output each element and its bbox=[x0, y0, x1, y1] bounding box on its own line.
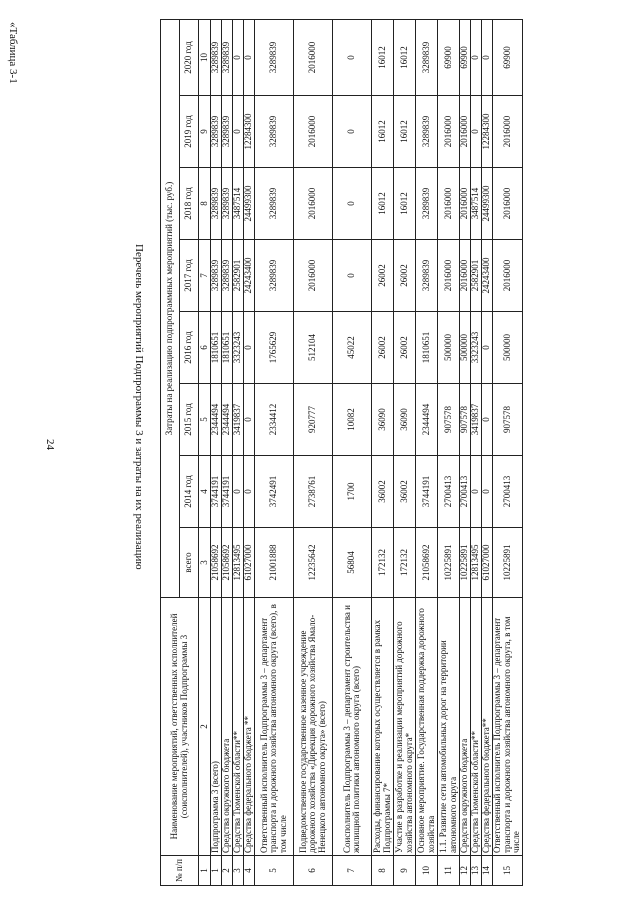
row-number-cell: 10 bbox=[416, 856, 438, 886]
row-year-value-cell: 16012 bbox=[372, 168, 394, 240]
header-total: всего bbox=[180, 528, 199, 598]
row-year-value-cell: 3289839 bbox=[211, 96, 222, 168]
row-year-value-cell: 0 bbox=[333, 20, 372, 96]
row-total-cell: 21058692 bbox=[416, 528, 438, 598]
row-name-cell: Подведомственное государственное казенное учреждение дорожного хозяйства «Дирекция дорожного хозяйства Ямало-Ненецкого автономного округа» (всего) bbox=[294, 598, 333, 856]
row-year-value-cell: 2016000 bbox=[460, 240, 471, 312]
row-name-cell: Средства федерального бюджета ** bbox=[244, 598, 255, 856]
row-year-value-cell: 512104 bbox=[294, 312, 333, 384]
row-year-value-cell: 2016000 bbox=[493, 168, 523, 240]
row-year-value-cell: 500000 bbox=[460, 312, 471, 384]
table-row bbox=[471, 20, 482, 886]
row-year-value-cell: 0 bbox=[333, 240, 372, 312]
column-number: 5 bbox=[199, 384, 211, 456]
row-year-value-cell: 0 bbox=[482, 456, 493, 528]
row-year-value-cell: 2016000 bbox=[294, 168, 333, 240]
row-number-cell: 14 bbox=[482, 856, 493, 886]
row-year-value-cell: 69900 bbox=[493, 20, 523, 96]
row-year-value-cell: 3487514 bbox=[471, 168, 482, 240]
header-year: 2019 год bbox=[180, 96, 199, 168]
row-year-value-cell: 2700413 bbox=[460, 456, 471, 528]
row-year-value-cell: 907578 bbox=[460, 384, 471, 456]
row-total-cell: 21001888 bbox=[255, 528, 294, 598]
row-year-value-cell: 16012 bbox=[372, 96, 394, 168]
row-name-cell: Средства Тюменской области** bbox=[471, 598, 482, 856]
row-number-cell: 11 bbox=[438, 856, 460, 886]
row-year-value-cell: 3289839 bbox=[416, 96, 438, 168]
row-name-cell: Средства Тюменской области** bbox=[233, 598, 244, 856]
row-year-value-cell: 2016000 bbox=[294, 96, 333, 168]
row-year-value-cell: 1810651 bbox=[211, 312, 222, 384]
row-year-value-cell: 0 bbox=[482, 384, 493, 456]
row-name-cell: 1.1. Развитие сети автомобильных дорог на территории автономного округа bbox=[438, 598, 460, 856]
row-year-value-cell: 36090 bbox=[394, 384, 416, 456]
row-year-value-cell: 2016000 bbox=[438, 240, 460, 312]
table-row bbox=[244, 20, 255, 886]
row-name-cell: Средства федерального бюджета** bbox=[482, 598, 493, 856]
row-year-value-cell: 0 bbox=[233, 96, 244, 168]
row-year-value-cell: 26002 bbox=[372, 312, 394, 384]
row-year-value-cell: 2016000 bbox=[493, 96, 523, 168]
row-year-value-cell: 3744191 bbox=[222, 456, 233, 528]
table-row bbox=[493, 20, 523, 886]
header-costs: Затраты на реализацию подпрограммных мероприятий (тыс. руб.) bbox=[161, 20, 180, 598]
row-year-value-cell: 3289839 bbox=[416, 20, 438, 96]
row-year-value-cell: 69900 bbox=[460, 20, 471, 96]
row-total-cell: 12235642 bbox=[294, 528, 333, 598]
row-name-cell: Средства окружного бюджета bbox=[460, 598, 471, 856]
column-number: 3 bbox=[199, 528, 211, 598]
table-row bbox=[416, 20, 438, 886]
row-year-value-cell: 1765629 bbox=[255, 312, 294, 384]
row-year-value-cell: 920777 bbox=[294, 384, 333, 456]
row-year-value-cell: 3323243 bbox=[471, 312, 482, 384]
row-name-cell: Средства окружного бюджета bbox=[222, 598, 233, 856]
row-year-value-cell: 3289839 bbox=[211, 168, 222, 240]
row-year-value-cell: 2344494 bbox=[416, 384, 438, 456]
header-year: 2018 год bbox=[180, 168, 199, 240]
row-year-value-cell: 0 bbox=[471, 20, 482, 96]
row-year-value-cell: 16012 bbox=[394, 168, 416, 240]
row-year-value-cell: 3419837 bbox=[471, 384, 482, 456]
row-year-value-cell: 2344494 bbox=[211, 384, 222, 456]
row-year-value-cell: 3419837 bbox=[233, 384, 244, 456]
row-year-value-cell: 2700413 bbox=[493, 456, 523, 528]
row-total-cell: 61027000 bbox=[244, 528, 255, 598]
row-year-value-cell: 2344494 bbox=[222, 384, 233, 456]
row-year-value-cell: 0 bbox=[233, 20, 244, 96]
table-row bbox=[211, 20, 222, 886]
header-year: 2020 год bbox=[180, 20, 199, 96]
row-year-value-cell: 907578 bbox=[438, 384, 460, 456]
row-year-value-cell: 2738761 bbox=[294, 456, 333, 528]
row-year-value-cell: 45022 bbox=[333, 312, 372, 384]
column-number: 6 bbox=[199, 312, 211, 384]
header-year: 2016 год bbox=[180, 312, 199, 384]
row-name-cell: Ответственный исполнитель Подпрограммы 3 – департамент транспорта и дорожного хозяйства автономного округа, в том числе bbox=[493, 598, 523, 856]
row-year-value-cell: 3742491 bbox=[255, 456, 294, 528]
row-year-value-cell: 2016000 bbox=[294, 240, 333, 312]
row-number-cell: 13 bbox=[471, 856, 482, 886]
row-number-cell: 3 bbox=[233, 856, 244, 886]
row-year-value-cell: 907578 bbox=[493, 384, 523, 456]
row-year-value-cell: 2016000 bbox=[460, 168, 471, 240]
row-year-value-cell: 3289839 bbox=[255, 168, 294, 240]
table-row bbox=[438, 20, 460, 886]
row-number-cell: 8 bbox=[372, 856, 394, 886]
row-year-value-cell: 2016000 bbox=[294, 20, 333, 96]
row-year-value-cell: 3289839 bbox=[416, 168, 438, 240]
row-year-value-cell: 16012 bbox=[372, 20, 394, 96]
row-total-cell: 21058692 bbox=[222, 528, 233, 598]
row-year-value-cell: 0 bbox=[244, 312, 255, 384]
row-year-value-cell: 3289839 bbox=[255, 20, 294, 96]
row-year-value-cell: 500000 bbox=[438, 312, 460, 384]
header-year: 2017 год bbox=[180, 240, 199, 312]
row-year-value-cell: 2582901 bbox=[233, 240, 244, 312]
row-year-value-cell: 2016000 bbox=[460, 96, 471, 168]
row-total-cell: 10225891 bbox=[438, 528, 460, 598]
row-total-cell: 61027000 bbox=[482, 528, 493, 598]
row-year-value-cell: 24243400 bbox=[482, 240, 493, 312]
row-number-cell: 2 bbox=[222, 856, 233, 886]
row-year-value-cell: 0 bbox=[482, 312, 493, 384]
row-year-value-cell: 24243400 bbox=[244, 240, 255, 312]
table-row bbox=[294, 20, 333, 886]
row-year-value-cell: 36002 bbox=[372, 456, 394, 528]
row-year-value-cell: 0 bbox=[333, 168, 372, 240]
row-year-value-cell: 3289839 bbox=[255, 96, 294, 168]
row-name-cell: Ответственный исполнитель Подпрограммы 3 – департамент транспорта и дорожного хозяйства автономного округа (всего), в том числе bbox=[255, 598, 294, 856]
header-name: Наименование мероприятий, ответственных исполнителей (соисполнителей), участников Подпрограммы 3 bbox=[161, 598, 199, 856]
table-title: Перечень мероприятий Подпрограммы 3 и затраты на их реализацию bbox=[133, 244, 145, 570]
row-year-value-cell: 2700413 bbox=[438, 456, 460, 528]
expenses-table-wrapper bbox=[160, 20, 608, 886]
row-year-value-cell: 0 bbox=[244, 384, 255, 456]
row-year-value-cell: 3289839 bbox=[416, 240, 438, 312]
row-year-value-cell: 2334412 bbox=[255, 384, 294, 456]
column-number: 4 bbox=[199, 456, 211, 528]
rotated-content bbox=[2, 14, 622, 894]
row-year-value-cell: 69900 bbox=[438, 20, 460, 96]
row-year-value-cell: 3487514 bbox=[233, 168, 244, 240]
row-year-value-cell: 3289839 bbox=[222, 240, 233, 312]
row-number-cell: 15 bbox=[493, 856, 523, 886]
row-name-cell: Подпрограмма 3 (всего) bbox=[211, 598, 222, 856]
row-total-cell: 12813495 bbox=[471, 528, 482, 598]
row-year-value-cell: 3289839 bbox=[222, 168, 233, 240]
row-name-cell: Основное мероприятие. Государственная поддержка дорожного хозяйства bbox=[416, 598, 438, 856]
table-row bbox=[372, 20, 394, 886]
row-total-cell: 172132 bbox=[394, 528, 416, 598]
row-number-cell: 1 bbox=[211, 856, 222, 886]
table-row bbox=[222, 20, 233, 886]
column-number: 8 bbox=[199, 168, 211, 240]
column-number: 10 bbox=[199, 20, 211, 96]
row-number-cell: 9 bbox=[394, 856, 416, 886]
page-number: 24 bbox=[44, 439, 56, 450]
row-total-cell: 56804 bbox=[333, 528, 372, 598]
row-year-value-cell: 26002 bbox=[372, 240, 394, 312]
row-total-cell: 21058692 bbox=[211, 528, 222, 598]
row-name-cell: Соисполнитель Подпрограммы 3 – департамент строительства и жилищной политики автономного округа (всего) bbox=[333, 598, 372, 856]
table-row bbox=[233, 20, 244, 886]
row-year-value-cell: 3289839 bbox=[255, 240, 294, 312]
column-number: 1 bbox=[199, 856, 211, 886]
row-total-cell: 10225891 bbox=[460, 528, 471, 598]
row-name-cell: Расходы, финансирование которых осуществляется в рамках Подпрограммы 7* bbox=[372, 598, 394, 856]
row-year-value-cell: 0 bbox=[471, 456, 482, 528]
row-total-cell: 172132 bbox=[372, 528, 394, 598]
row-number-cell: 6 bbox=[294, 856, 333, 886]
row-year-value-cell: 500000 bbox=[493, 312, 523, 384]
row-number-cell: 12 bbox=[460, 856, 471, 886]
expenses-table bbox=[160, 19, 523, 886]
table-row bbox=[460, 20, 471, 886]
row-year-value-cell: 16012 bbox=[394, 20, 416, 96]
table-row bbox=[255, 20, 294, 886]
row-year-value-cell: 12284300 bbox=[244, 96, 255, 168]
row-year-value-cell: 2016000 bbox=[438, 168, 460, 240]
column-number: 2 bbox=[199, 598, 211, 856]
row-number-cell: 7 bbox=[333, 856, 372, 886]
row-year-value-cell: 3744191 bbox=[416, 456, 438, 528]
row-year-value-cell: 1810651 bbox=[222, 312, 233, 384]
row-year-value-cell: 16012 bbox=[394, 96, 416, 168]
row-year-value-cell: 2016000 bbox=[493, 240, 523, 312]
row-year-value-cell: 10082 bbox=[333, 384, 372, 456]
row-year-value-cell: 0 bbox=[233, 456, 244, 528]
table-row bbox=[394, 20, 416, 886]
column-number: 9 bbox=[199, 96, 211, 168]
row-year-value-cell: 36002 bbox=[394, 456, 416, 528]
table-body bbox=[211, 20, 523, 886]
row-name-cell: Участие в разработке и реализации мероприятий дорожного хозяйства автономного округа* bbox=[394, 598, 416, 856]
header-year: 2015 год bbox=[180, 384, 199, 456]
row-year-value-cell: 2016000 bbox=[438, 96, 460, 168]
header-year: 2014 год bbox=[180, 456, 199, 528]
row-year-value-cell: 3323243 bbox=[233, 312, 244, 384]
row-number-cell: 4 bbox=[244, 856, 255, 886]
row-year-value-cell: 24499300 bbox=[244, 168, 255, 240]
row-total-cell: 10225891 bbox=[493, 528, 523, 598]
row-number-cell: 5 bbox=[255, 856, 294, 886]
row-total-cell: 12813495 bbox=[233, 528, 244, 598]
row-year-value-cell: 36090 bbox=[372, 384, 394, 456]
row-year-value-cell: 0 bbox=[471, 96, 482, 168]
row-year-value-cell: 26002 bbox=[394, 240, 416, 312]
header-number: № п/п bbox=[161, 856, 199, 886]
column-number: 7 bbox=[199, 240, 211, 312]
row-year-value-cell: 3289839 bbox=[222, 20, 233, 96]
row-year-value-cell: 0 bbox=[333, 96, 372, 168]
row-year-value-cell: 2582901 bbox=[471, 240, 482, 312]
row-year-value-cell: 3289839 bbox=[222, 96, 233, 168]
table-row bbox=[333, 20, 372, 886]
row-year-value-cell: 0 bbox=[244, 456, 255, 528]
row-year-value-cell: 12284300 bbox=[482, 96, 493, 168]
row-year-value-cell: 3289839 bbox=[211, 20, 222, 96]
row-year-value-cell: 24499300 bbox=[482, 168, 493, 240]
row-year-value-cell: 0 bbox=[244, 20, 255, 96]
row-year-value-cell: 1700 bbox=[333, 456, 372, 528]
row-year-value-cell: 3744191 bbox=[211, 456, 222, 528]
row-year-value-cell: 3289839 bbox=[211, 240, 222, 312]
table-reference: «Таблица 3-1 bbox=[7, 22, 19, 84]
row-year-value-cell: 0 bbox=[482, 20, 493, 96]
row-year-value-cell: 26002 bbox=[394, 312, 416, 384]
table-row bbox=[482, 20, 493, 886]
row-year-value-cell: 1810651 bbox=[416, 312, 438, 384]
